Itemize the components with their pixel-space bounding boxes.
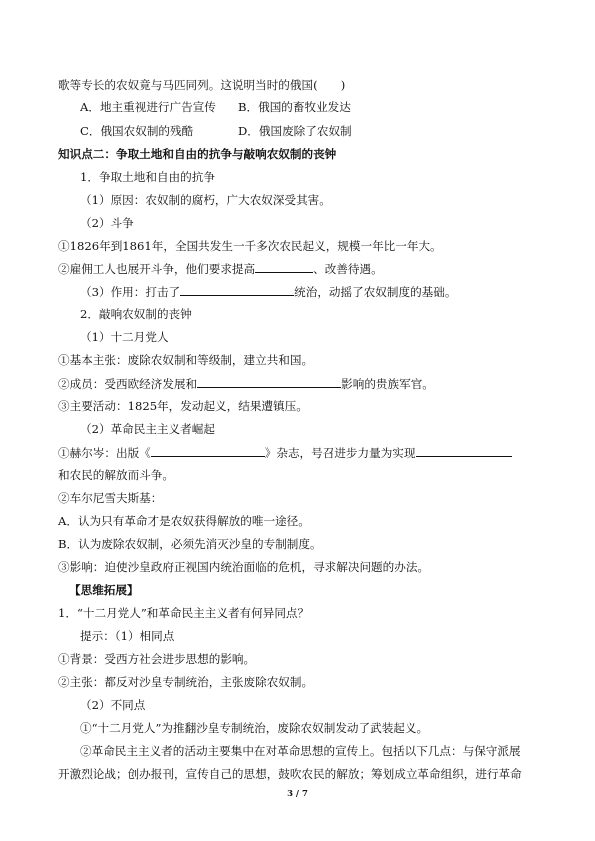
section-heading-2: 知识点二：争取土地和自由的抗争与敲响农奴制的丧钟 bbox=[58, 147, 337, 161]
thinking-extension-heading: 【思维拓展】 bbox=[69, 583, 139, 597]
struggle-point-2 bbox=[58, 260, 383, 277]
subheading-1: 1．争取土地和自由的抗争 bbox=[80, 170, 215, 184]
difference-point-2: ②革命民主主义者的活动主要集中在对革命思想的宣传上。包括以下几点：与保守派展 bbox=[80, 744, 521, 758]
option-c: C．俄国农奴制的残酷 bbox=[80, 124, 194, 138]
subheading-2: 2．敲响农奴制的丧钟 bbox=[80, 307, 192, 321]
fill-blank-5[interactable] bbox=[416, 444, 512, 457]
chernyshevsky-point-b: B．认为废除农奴制，必须先消灭沙皇的专制制度。 bbox=[58, 537, 322, 551]
options-row-1 bbox=[80, 99, 351, 115]
effect-text-a: （3）作用：打击了 bbox=[80, 285, 181, 299]
option-a: A．地主重视进行广告宣传 bbox=[80, 100, 216, 114]
decembrists-point-2-text-b: 影响的贵族军官。 bbox=[341, 377, 434, 391]
decembrists-point-3: ③主要活动：1825年，发动起义，结果遭镇压。 bbox=[58, 399, 308, 413]
struggle-point-2-text-a: ②雇佣工人也展开斗争，他们要求提高 bbox=[58, 262, 256, 276]
fill-blank-3[interactable] bbox=[197, 375, 341, 388]
hint-similarities: 提示：（1）相同点 bbox=[80, 629, 175, 643]
option-b: B．俄国的畜牧业发达 bbox=[238, 100, 351, 114]
herzen-text-b: 》杂志，号召进步力量为实现 bbox=[264, 446, 416, 460]
question-stem-line: 歌等专长的农奴竟与马匹同列。这说明当时的俄国( ) bbox=[58, 78, 346, 92]
revolutionary-democrats-heading: （2）革命民主主义者崛起 bbox=[80, 422, 215, 436]
fill-blank-2[interactable] bbox=[180, 283, 294, 296]
options-row-2 bbox=[80, 123, 352, 139]
difference-point-1: ①“十二月党人”为推翻沙皇专制统治，废除农奴制发动了武装起义。 bbox=[80, 721, 429, 735]
struggle-heading: （2）斗争 bbox=[80, 216, 134, 230]
chernyshevsky-point-a: A．认为只有革命才是农奴获得解放的唯一途径。 bbox=[58, 514, 310, 528]
struggle-point-2-text-b: 、改善待遇。 bbox=[313, 262, 383, 276]
extension-question: 1．“十二月党人”和革命民主主义者有何异同点？ bbox=[58, 606, 310, 620]
option-d: D．俄国废除了农奴制 bbox=[238, 124, 352, 138]
fill-blank-4[interactable] bbox=[151, 444, 265, 457]
decembrists-point-2-text-a: ②成员：受西欧经济发展和 bbox=[58, 377, 198, 391]
differences-heading: （2）不同点 bbox=[80, 698, 146, 712]
struggle-point-1: ①1826年到1861年，全国共发生一千多次农民起义，规模一年比一年大。 bbox=[58, 239, 442, 253]
herzen-text-a: ①赫尔岑：出版《 bbox=[58, 446, 151, 460]
cause-line: （1）原因：农奴制的腐朽，广大农奴深受其害。 bbox=[80, 193, 331, 207]
similarity-background: ①背景：受西方社会进步思想的影响。 bbox=[58, 652, 256, 666]
influence-line: ③影响：迫使沙皇政府正视国内统治面临的危机，寻求解决问题的办法。 bbox=[58, 560, 430, 574]
decembrists-point-1: ①基本主张：废除农奴制和等级制，建立共和国。 bbox=[58, 353, 314, 367]
effect-text-b: 统治，动摇了农奴制度的基础。 bbox=[294, 285, 457, 299]
effect-line bbox=[80, 283, 456, 300]
similarity-position: ②主张：都反对沙皇专制统治，主张废除农奴制。 bbox=[58, 675, 314, 689]
fill-blank-1[interactable] bbox=[255, 260, 313, 273]
herzen-line bbox=[58, 444, 512, 461]
herzen-line-cont: 和农民的解放而斗争。 bbox=[58, 468, 174, 482]
page-number: 3 / 7 bbox=[287, 789, 308, 799]
chernyshevsky-heading: ②车尔尼雪夫斯基： bbox=[58, 491, 163, 505]
difference-point-2-cont: 开激烈论战；创办报刊，宣传自己的思想，鼓吹农民的解放；筹划成立革命组织，进行革命 bbox=[58, 767, 522, 781]
decembrists-point-2 bbox=[58, 375, 434, 392]
decembrists-heading: （1）十二月党人 bbox=[80, 330, 169, 344]
